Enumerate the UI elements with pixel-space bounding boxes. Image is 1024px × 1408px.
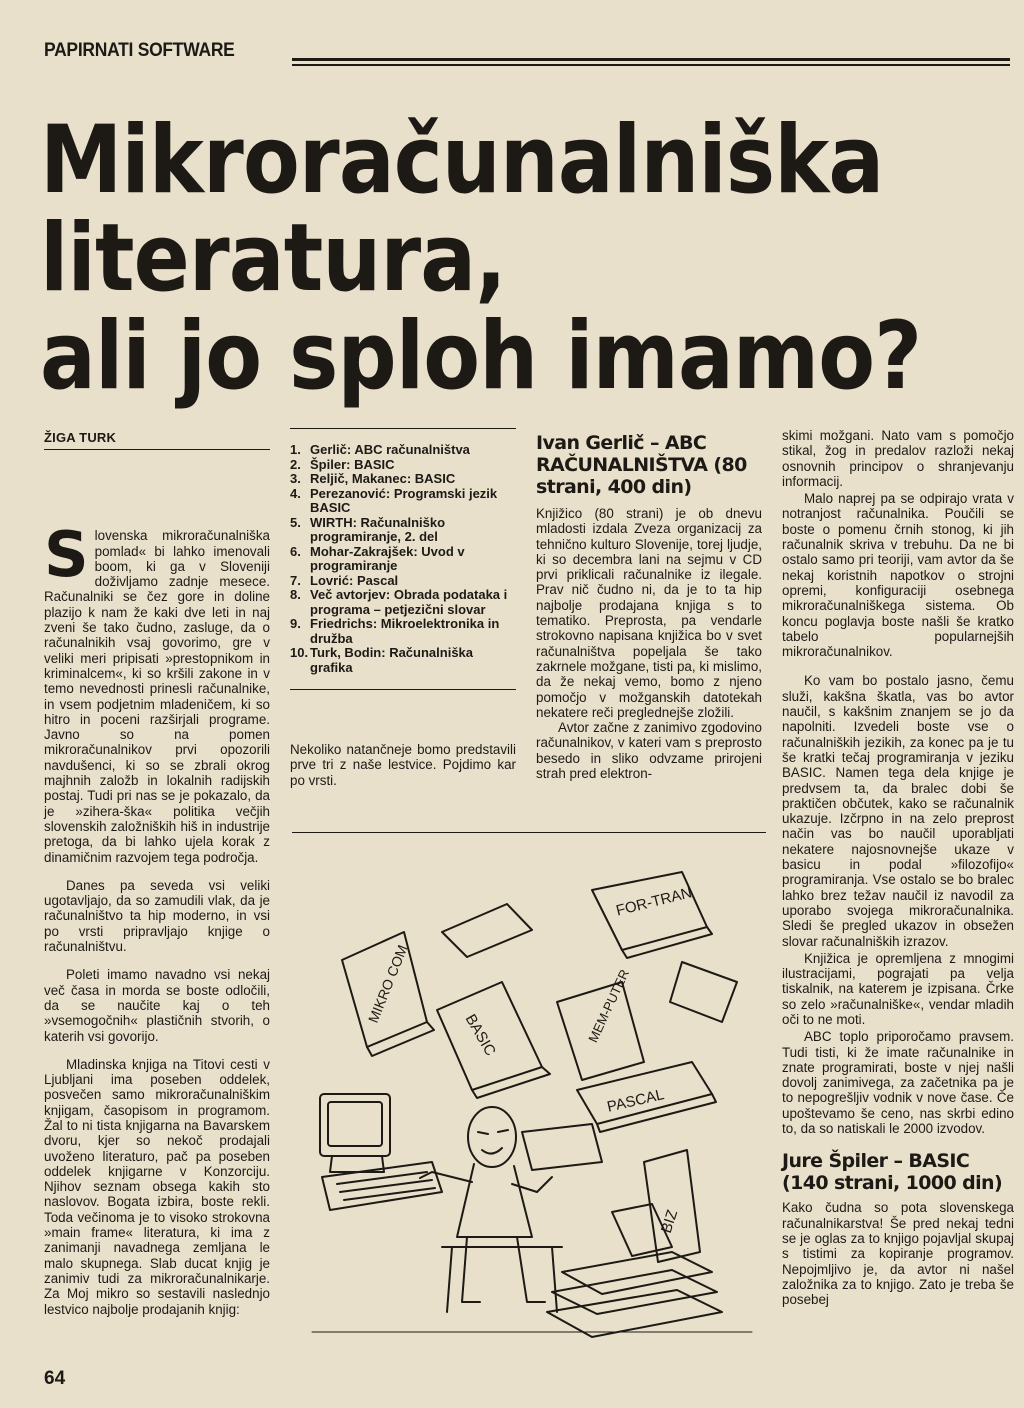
list-item [290, 574, 516, 589]
header-rule [292, 58, 1010, 61]
book-label: FOR-TRAN [614, 884, 694, 920]
paragraph: Knjižico (80 strani) je ob dnevu mladosti izdala Zveza organizacij za tehnično kulturo Slovenije, torej ljudje, ki so decembra lani na sejmu v CD prvi priklicali računalnike iz ilegale. Prav nič čudno ni, da je to ta hip najbolje prodajana knjiga s to tematiko. Preprosta, pa vendarle strokovno napisana knjižica bo v svet računalništva popeljala še tako zakrnele možgane, tisti pa, ki mislimo, da že nekaj vemo, bomo z njeno pomočjo v možganskih datotekah nekatere reči preglednejše zložili. [536, 506, 762, 720]
author-byline: ŽIGA TURK [44, 430, 117, 445]
page-number: 64 [44, 1368, 66, 1389]
paragraph: Danes pa seveda vsi veliki ugotavljajo, da so zamudili vlak, da je računalništvo ta hip moderno, in vsi po vrsti pripravljajo knjige o računalništvu. [44, 877, 270, 955]
paragraph: Ko vam bo postalo jasno, čemu služi, kakšna škatla, vas bo avtor naučil, s kakšnim znanjem se jo da napolniti. Izvedeli boste vse o računalniških jezikih, za konec pa je tu še kratki tečaj programiranja v jeziku BASIC. Namen tega dela knjige je predvsem ta, da bralec dobi še praktičen občutek, kako se računalnik ukazuje. Izčrpno in na zelo preprost način vas bo naučil uporabljati nekatere najosnovnejše ukaze v basicu in podal »filozofijo« programiranja. Vse ostalo se bo bralec lahko brez težav naučil iz navodil za uporabo svojega mikroračunalnika. Sledi še pregled ukazov in obsežen slovar računalniških izrazov. [782, 673, 1014, 949]
book-mikro-com [342, 932, 434, 1056]
list-item [290, 487, 516, 516]
title-line-1: Mikroračunalniška [40, 106, 884, 215]
book-pascal [577, 1062, 716, 1132]
column-4 [782, 428, 1014, 1307]
list-item [290, 516, 516, 545]
paragraph: ABC toplo priporočamo pravsem. Tudi tisti, ki že imate računalnike in znate programirati, boste v njej našli dovolj zanimivega, za začetnika pa je to nepogrešljiv vodnik v nove čase. Če upoštevamo še ceno, nas skrbi edino to, da so natiskali le 2000 izvodov. [782, 1029, 1014, 1137]
list-item-number: 3. [290, 471, 301, 486]
list-item [290, 443, 516, 458]
list-item [290, 617, 516, 646]
list-top-rule [290, 428, 516, 429]
paragraph: Kako čudna so pota slovenskega računalnikarstva! Še pred nekaj tedni se je oglas za to knjigo pojavljal skupaj s tistimi za kopiranje programov. Nepojmljivo je, da avtor ni našel založnika za to knjigo. Zato je treba še posebej [782, 1200, 1014, 1308]
list-item-title: Friedrichs: Mikroelektronika in družba [310, 616, 500, 646]
article-title [40, 106, 922, 411]
list-item-title: Gerlič: ABC računalništva [310, 442, 470, 457]
list-item-number: 7. [290, 572, 301, 588]
book-memputer [557, 967, 644, 1080]
book-label: PASCAL [605, 1086, 666, 1116]
loose-sheet [442, 904, 532, 957]
list-item-title: Turk, Bodin: Računalniška grafika [310, 645, 474, 675]
book-fortran [592, 872, 712, 958]
list-item-title: Perezanović: Programski jezik BASIC [310, 485, 498, 515]
book-label: MEM-PUTER [585, 967, 633, 1045]
list-item [290, 646, 516, 675]
loose-sheet [670, 962, 737, 1022]
book-basic [437, 982, 550, 1098]
book-label: BIZ [657, 1207, 682, 1236]
list-item [290, 472, 516, 487]
paragraph: Malo naprej pa se odpirajo vrata v notranjost računalnika. Poučili se boste o pomenu črnih stonog, ki jih računalnik skriva v trebuhu. Da ne bi ostalo samo pri teoriji, vam avtor da še nekaj koristnih napotkov o strojni opremi, konfiguraciji osebnega mikroračunalniškega sistema. Ob koncu poglavja boste našli še kratko tabelo popularnejših mikroračunalnikov. [782, 491, 1014, 660]
book-label: BASIC [461, 1011, 499, 1059]
list-item [290, 458, 516, 473]
list-item-number: 5. [290, 514, 301, 530]
cartoon-person [420, 1107, 562, 1312]
list-item [290, 545, 516, 574]
list-item-number: 10. [290, 645, 309, 660]
paragraph: Knjižica je opremljena z mnogimi ilustracijami, pograjati pa velja tiskalnik, na katerem je izpisana. Črke so zelo »računalniške«, vendar mladih oči to ne moti. [782, 950, 1014, 1027]
computer-monitor [320, 1094, 390, 1172]
list-item-number: 6. [290, 543, 301, 559]
list-item [290, 588, 516, 617]
list-bottom-rule [290, 689, 516, 690]
section-header [44, 38, 1010, 68]
list-item-number: 8. [290, 587, 301, 602]
list-item-title: Lovrić: Pascal [310, 572, 399, 588]
list-item-number: 9. [290, 616, 301, 631]
list-item-title: Več avtorjev: Obrada podataka i programa – petjezični slovar [310, 587, 508, 617]
list-item-title: Špiler: BASIC [310, 456, 395, 472]
title-line-2: literatura, [40, 204, 506, 313]
lede-paragraph: Slovenska mikroračunalniška pomlad« bi lahko imenovali boom, ki ga v Sloveniji doživljamo zadnje mesece. Računalniki se čez gore in doline plazijo k nam že kaki dve leti in naj zveni še tako čudno, zasluge, da o računalnikih vsaj govorimo, gre v veliki meri pripisati »prestopnikom in kriminalcem«, ki so kršili zakone in v temo nevednosti prinesli računalnike, in vsem podjetnim mladeničem, ki so hitro in poceni razširjali programe. Javno so na pomen mikroračunalnikov prvi opozorili navdušenci, ki so se zbrali okrog majhnih založb in lokalnih radijskih postaj. Tudi pri nas se je pokazalo, da je »zihera-ška« politika večjih slovenskih založniških hiš in industrije pretoga, da bi lahko ujela korak z dinamičnim razvojem tega področja. [44, 518, 270, 865]
loose-sheet [522, 1124, 602, 1170]
header-rule-thin [292, 64, 1010, 66]
illustration-top-rule [292, 832, 766, 833]
list-followup: Nekoliko natančneje bomo predstavili prve tri z naše lestvice. Pojdimo kar po vrsti. [290, 742, 516, 788]
column-3 [536, 432, 762, 781]
keyboard [322, 1162, 442, 1210]
paragraph: Poleti imamo navadno vsi nekaj več časa in morda se boste odločili, da se naučite kaj o teh »vsemogočnih« plastičnih stvorih, o katerih vsi govorijo. [44, 967, 270, 1044]
list-item-title: Reljič, Makanec: BASIC [310, 471, 456, 486]
cartoon-illustration [292, 832, 766, 1352]
paragraph: Mladinska knjiga na Titovi cesti v Ljubljani ima poseben oddelek, posvečen samo mikroračunalniškim knjigam, časopisom in programom. Žal to ni tista knjigarna na Bavarskem dvoru, kjer so nekoč prodajali uvoženo literaturo, pač pa poseben oddelek knjigarne v Konzorciju. Njihov seznam obsega kakih sto naslovov. Bogata izbira, boste rekli. Toda večinoma je to visoko strokovna »main frame« literatura, ki ima z zanimanji navadnega zemljana le malo skupnega. Slab ducat knjig je zanimiv tudi za mikroračunalnikarje. Za Moj mikro so sestavili naslednjo lestvico najbolje prodajanih knjig: [44, 1056, 270, 1317]
author-rule [44, 449, 270, 450]
review-heading-spiler: Jure Špiler – BASIC (140 strani, 1000 din) [782, 1150, 1003, 1195]
cartoon-drawing [292, 832, 766, 1352]
title-line-3: ali jo sploh imamo? [40, 302, 922, 411]
bestseller-items [290, 443, 516, 675]
bestseller-list [290, 428, 516, 690]
paragraph: Avtor začne z zanimivo zgodovino računalnikov, v kateri vam s preprosto besedo in sliko odvzame prirojeni strah pred elektron- [536, 720, 762, 782]
list-item-title: WIRTH: Računalniško programiranje, 2. del [310, 514, 446, 544]
column-1 [44, 430, 270, 1317]
list-item-number: 4. [290, 485, 301, 501]
drop-cap: S [44, 518, 89, 592]
review-heading-gerlic: Ivan Gerlič – ABC RAČUNALNIŠTVA (80 strani, 400 din) [536, 432, 747, 498]
book-label: MIKRO COM [364, 942, 411, 1026]
list-item-title: Mohar-Zakrajšek: Uvod v programiranje [310, 543, 465, 573]
paragraph: skimi možgani. Nato vam s pomočjo stikal, žog in predalov razloži nekaj osnovnih principov o shranjevanju informacij. [782, 428, 1014, 489]
section-title: PAPIRNATI SOFTWARE [44, 40, 235, 61]
list-item-number: 2. [290, 456, 301, 472]
list-item-number: 1. [290, 442, 301, 457]
